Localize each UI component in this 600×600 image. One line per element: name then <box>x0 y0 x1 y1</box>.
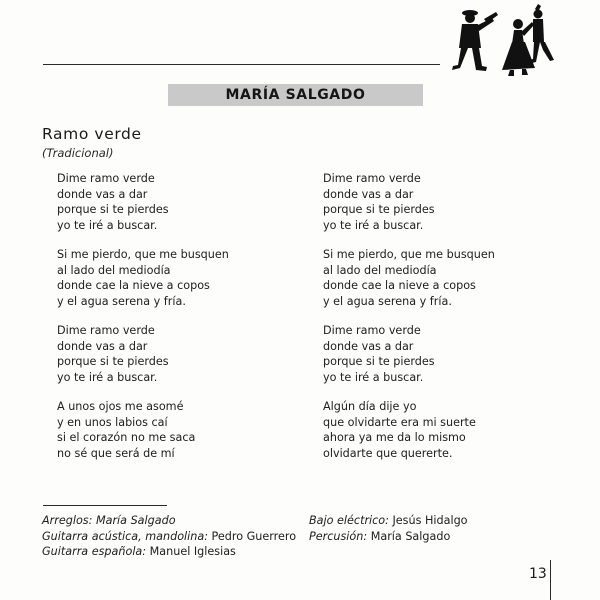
lyric-line: porque si te pierdes <box>323 355 435 368</box>
lyric-line: donde vas a dar <box>323 187 414 201</box>
dancer-man-body <box>533 19 544 42</box>
lyric-line: donde vas a dar <box>323 339 414 353</box>
song-title: Ramo verde <box>42 125 142 143</box>
lyric-line: si el corazón no me saca <box>57 431 196 444</box>
lyrics-stanza <box>323 399 553 461</box>
artist-banner <box>168 84 423 106</box>
lyric-line: yo te iré a buscar. <box>323 218 424 232</box>
lyrics-stanza <box>323 171 553 233</box>
lyric-line: A unos ojos me asomé <box>57 400 184 413</box>
credit-name: María Salgado <box>95 514 176 527</box>
lyric-line: yo te iré a buscar. <box>57 370 158 384</box>
credits-left-column <box>42 513 296 560</box>
lyric-line: al lado del mediodía <box>57 263 171 277</box>
lyrics-left-column <box>57 171 287 475</box>
page-number: 13 <box>529 566 547 582</box>
lyric-line: y el agua serena y fría. <box>57 294 186 308</box>
credit-role: Guitarra española: <box>42 545 147 558</box>
lyric-line: porque si te pierdes <box>323 203 435 216</box>
dancer-woman-feet <box>508 69 528 76</box>
page-number-rule <box>550 560 551 600</box>
credit-role: Percusión: <box>309 529 368 543</box>
credit-name: Pedro Guerrero <box>211 529 297 543</box>
lyric-line: donde cae la nieve a copos <box>323 279 476 292</box>
credits-rule <box>43 505 167 506</box>
artist-name: MARÍA SALGADO <box>225 87 366 103</box>
credit-line <box>42 513 296 529</box>
lyrics-stanza <box>57 399 287 461</box>
lyric-line: al lado del mediodía <box>323 263 437 277</box>
lyric-line: Dime ramo verde <box>323 324 421 337</box>
lyric-line: Si me pierdo, que me busquen <box>323 248 495 261</box>
header-rule <box>43 64 440 65</box>
lyric-line: porque si te pierdes <box>57 355 169 368</box>
lyric-line: ahora ya me da lo mismo <box>323 431 466 444</box>
credit-role: Arreglos: <box>42 514 93 527</box>
lyrics-stanza <box>57 323 287 385</box>
lyrics-stanza <box>323 323 553 385</box>
lyric-line: que olvidarte era mi suerte <box>323 415 476 429</box>
lyric-line: donde vas a dar <box>57 187 148 201</box>
lyric-line: Algún día dije yo <box>323 400 417 413</box>
credit-name: Jesús Hidalgo <box>392 514 468 527</box>
lyric-line: porque si te pierdes <box>57 203 169 216</box>
credit-role: Bajo eléctrico: <box>309 514 389 527</box>
lyric-line: donde cae la nieve a copos <box>57 279 210 292</box>
credit-name: Manuel Iglesias <box>149 545 236 558</box>
lyric-line: no sé que será de mí <box>57 446 175 460</box>
lyrics-stanza <box>57 247 287 309</box>
lyric-line: donde vas a dar <box>57 339 148 353</box>
credit-line <box>309 529 468 545</box>
lyric-line: Dime ramo verde <box>57 172 155 185</box>
lyric-line: y el agua serena y fría. <box>323 294 452 308</box>
credit-name: María Salgado <box>370 529 451 543</box>
dancer-man-legs <box>528 42 554 64</box>
lyric-line: olvidarte que quererte. <box>323 446 453 460</box>
lyric-line: y en unos labios caí <box>57 415 168 429</box>
lyric-line: Si me pierdo, que me busquen <box>57 248 229 261</box>
lyrics-stanza <box>323 247 553 309</box>
credit-line <box>42 544 296 560</box>
violinist-head <box>465 13 475 23</box>
lyric-line: yo te iré a buscar. <box>323 370 424 384</box>
lyrics-right-column <box>323 171 553 475</box>
violinist-legs <box>452 48 487 71</box>
credit-line <box>42 529 296 545</box>
lyric-line: Dime ramo verde <box>323 172 421 185</box>
dancer-woman-skirt <box>502 42 535 70</box>
lyrics-stanza <box>57 171 287 233</box>
dancing-couple-illustration <box>440 4 556 80</box>
dancer-woman-head <box>513 19 523 29</box>
lyric-line: yo te iré a buscar. <box>57 218 158 232</box>
credit-line <box>309 513 468 529</box>
lyric-line: Dime ramo verde <box>57 324 155 337</box>
credit-role: Guitarra acústica, mandolina: <box>42 529 208 543</box>
song-origin: (Tradicional) <box>42 146 114 160</box>
credits-right-column <box>309 513 468 544</box>
